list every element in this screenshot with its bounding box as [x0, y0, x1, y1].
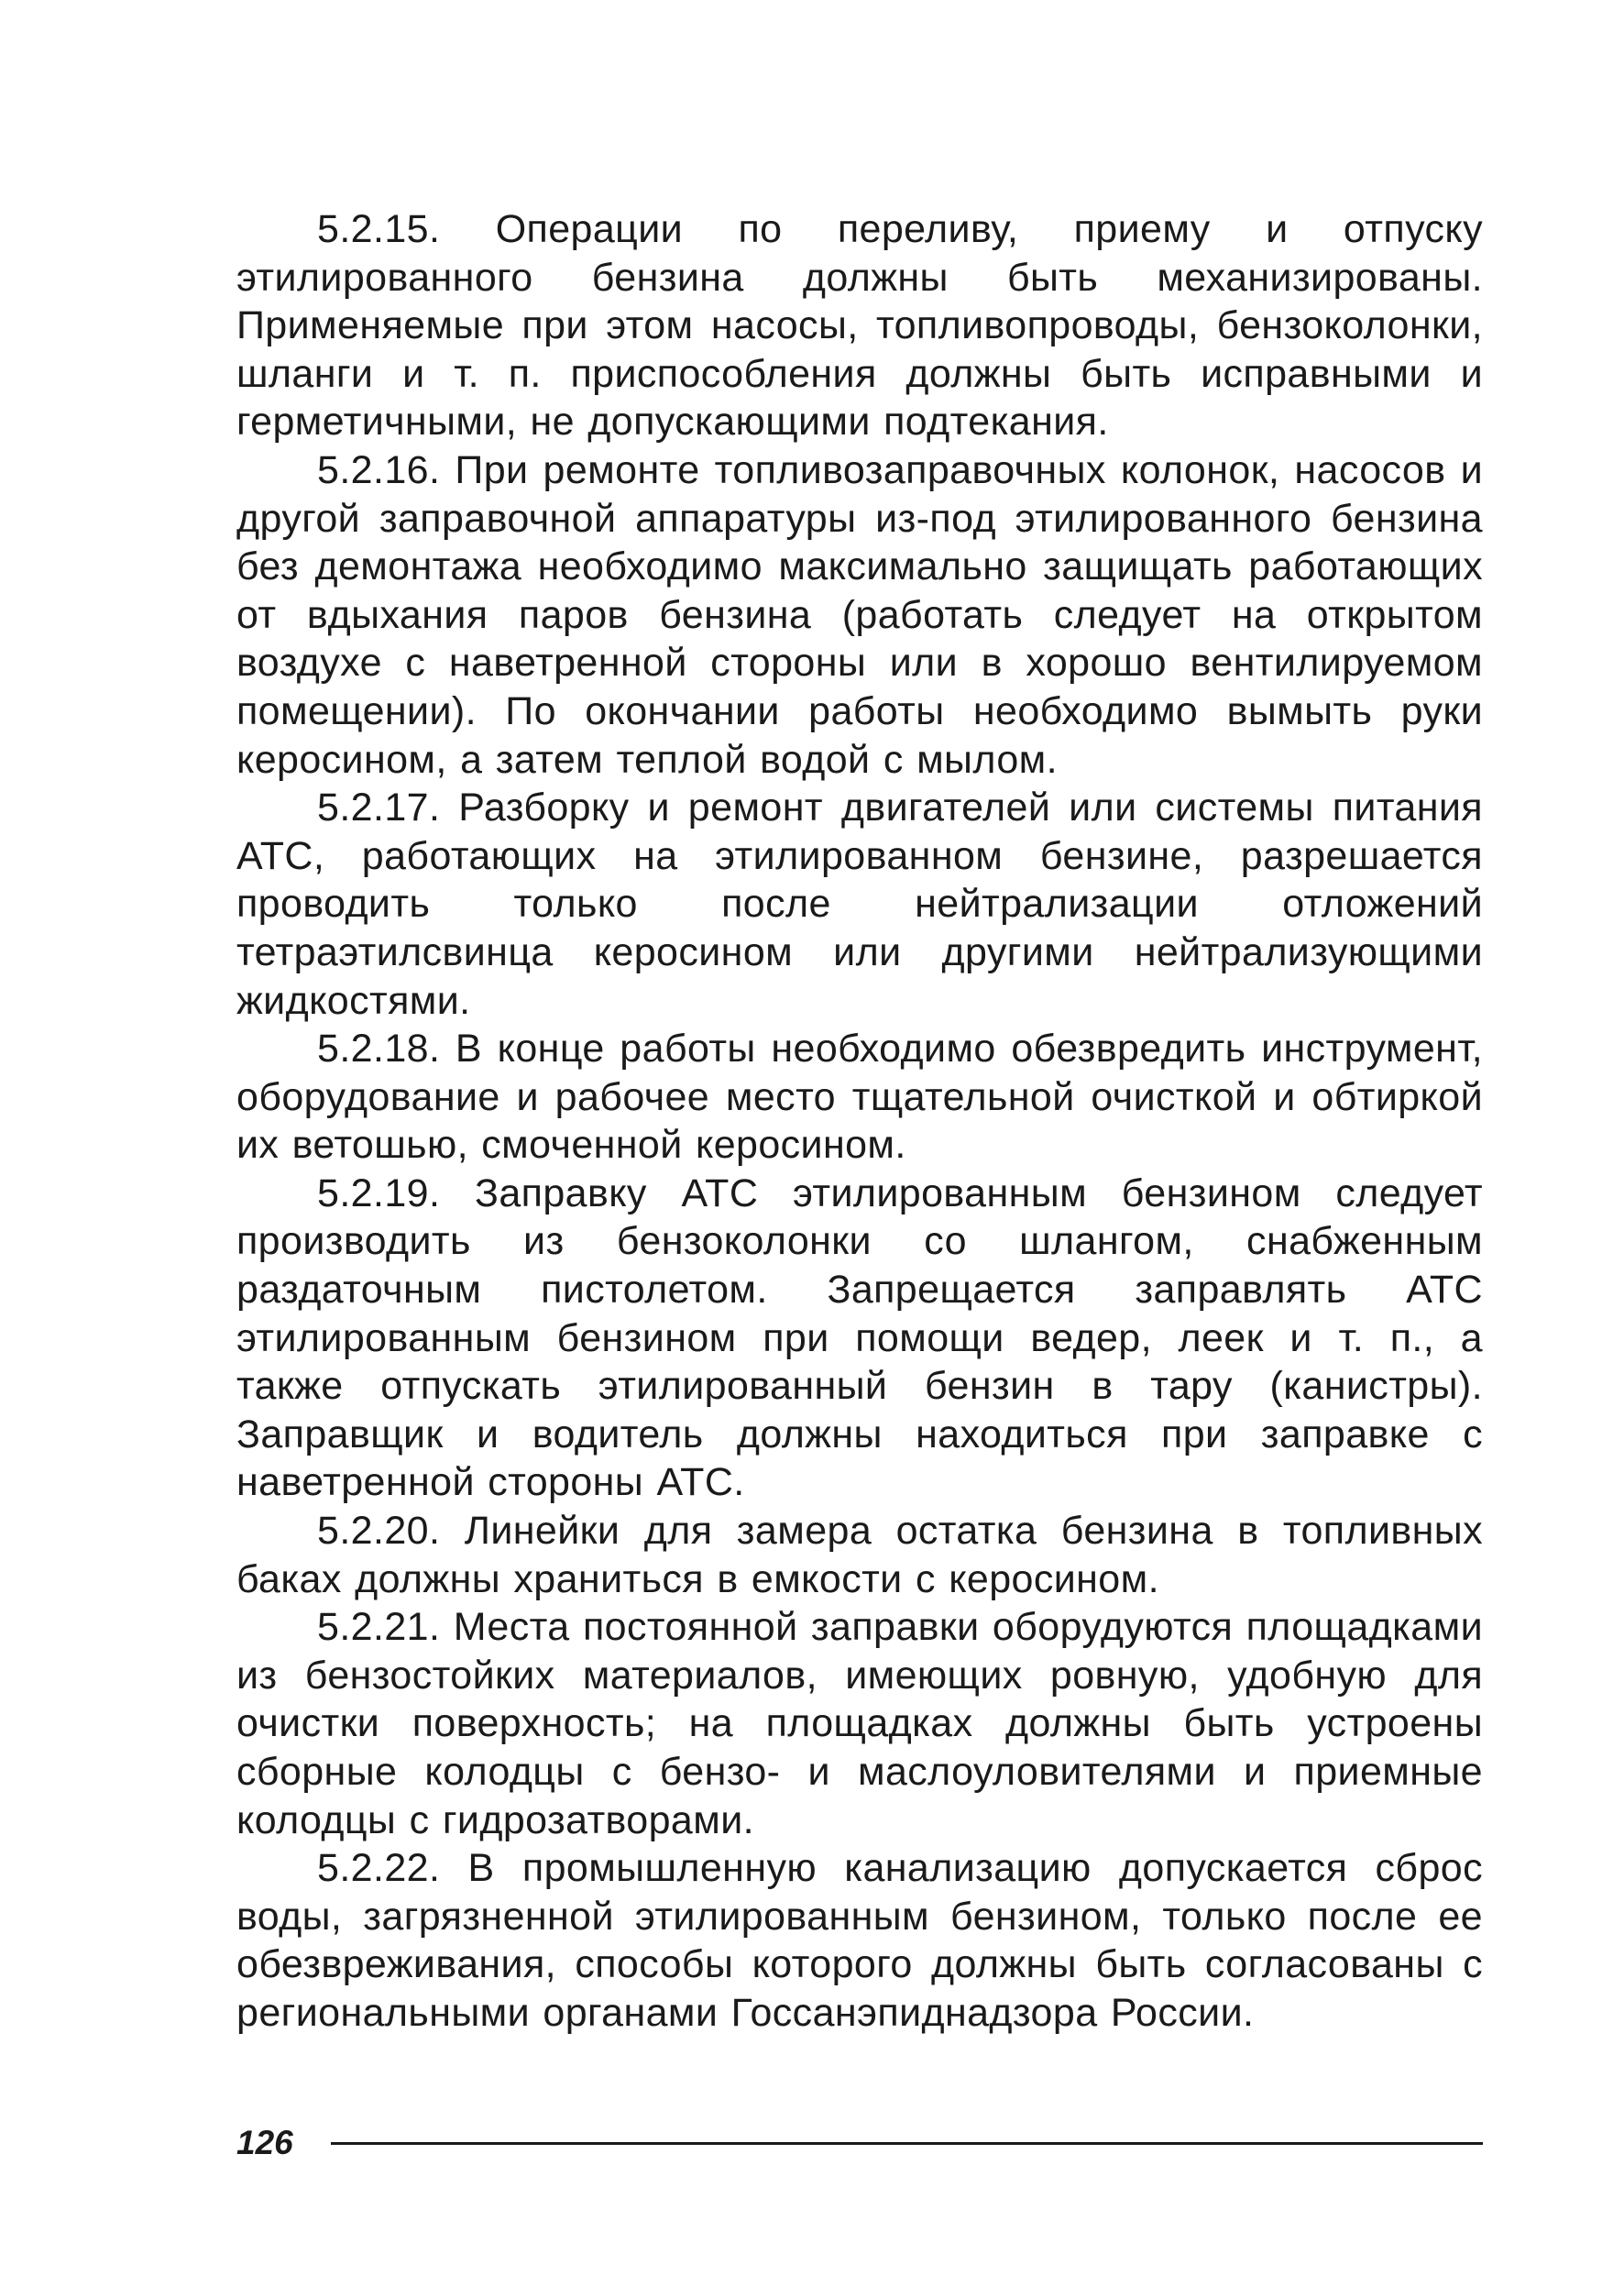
paragraph-5-2-20: 5.2.20. Линейки для замера остатка бензина в топливных баках должны храниться в емкости с керосином. [236, 1509, 1483, 1601]
paragraph-5-2-19: 5.2.19. Заправку АТС этилированным бензином следует производить из бензоколонки со шлангом, снабженным раздаточным пистолетом. Запрещается заправлять АТС этилированным бензином при помощи ведер, леек и т. п., а также отпускать этилированный бензин в тару (канистры). Заправщик и водитель должны находиться при заправке с наветренной стороны АТС. [236, 1170, 1483, 1505]
page-footer [236, 2125, 1483, 2161]
footer-rule [331, 2142, 1483, 2145]
paragraph-5-2-16: 5.2.16. При ремонте топливозаправочных колонок, насосов и другой заправочной аппаратуры из-под этилированного бензина без демонтажа необходимо максимально защищать работающих от вдыхания паров бензина (работать следует на открытом воздухе с наветренной стороны или в хорошо вентилируемом помещении). По окончании работы необходимо вымыть руки керосином, а затем теплой водой с мылом. [236, 447, 1483, 782]
paragraph-5-2-18: 5.2.18. В конце работы необходимо обезвредить инструмент, оборудование и рабочее место тщательной очисткой и обтиркой их ветошью, смоченной керосином. [236, 1027, 1483, 1168]
paragraph-5-2-21: 5.2.21. Места постоянной заправки оборудуются площадками из бензостойких материалов, имеющих ровную, удобную для очистки поверхность; на площадках должны быть устроены сборные колодцы с бензо- и маслоуловителями и приемные колодцы с гидрозатворами. [236, 1605, 1483, 1842]
body-text [236, 205, 1483, 2038]
paragraph-5-2-17: 5.2.17. Разборку и ремонт двигателей или системы питания АТС, работающих на этилированном бензине, разрешается проводить только после нейтрализации отложений тетраэтилсвинца керосином или другими нейтрализующими жидкостями. [236, 786, 1483, 1023]
page-number: 126 [236, 2124, 293, 2161]
paragraph-5-2-22: 5.2.22. В промышленную канализацию допускается сброс воды, загрязненной этилированным бензином, только после ее обезвреживания, способы которого должны быть согласованы с региональными органами Госсанэпиднадзора России. [236, 1846, 1483, 2035]
paragraph-5-2-15: 5.2.15. Операции по переливу, приему и отпуску этилированного бензина должны быть механизированы. Применяемые при этом насосы, топливопроводы, бензоколонки, шланги и т. п. приспособления должны быть исправными и герметичными, не допускающими подтекания. [236, 207, 1483, 445]
